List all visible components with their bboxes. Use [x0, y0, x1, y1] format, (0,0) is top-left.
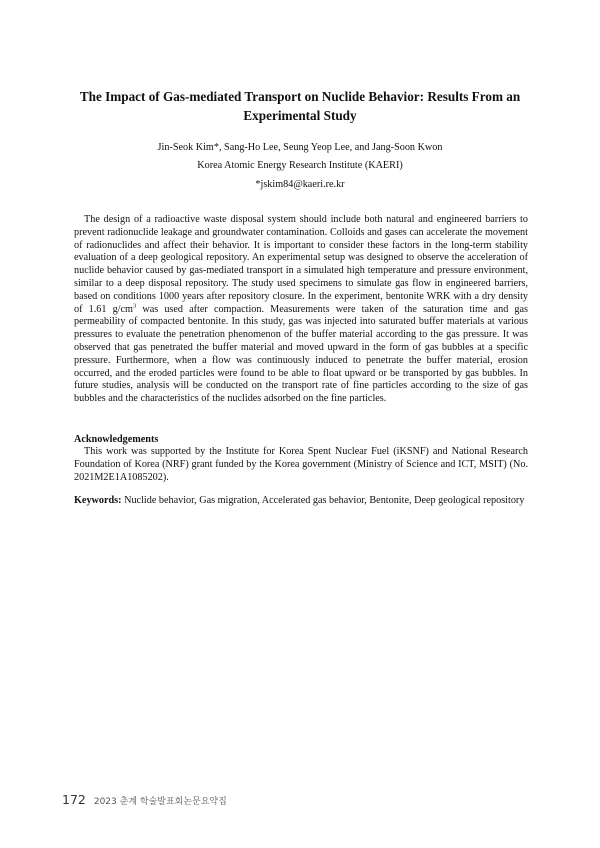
affiliation: Korea Atomic Energy Research Institute (KAERI) — [197, 160, 403, 171]
page-number: 172 — [62, 792, 86, 807]
keywords-text: Nuclide behavior, Gas migration, Accelerated gas behavior, Bentonite, Deep geological repository — [121, 495, 525, 506]
abstract-text-part1: The design of a radioactive waste disposal system should include both natural and engineered barriers to prevent radionuclide leakage and groundwater contamination. Colloids and gases can accelerate the movement of radionuclides and affect their behavior. It is important to consider these factors in the long-term stability evaluation of a deep geological repository. An experimental setup was designed to observe the acceleration of nuclide behavior caused by gas-mediated transport in a simulated high temperature and pressure environment, similar to a deep disposal repository. The study used specimens to simulate gas flow in engineered barriers, based on conditions 1000 years after repository closure. In the experiment, bentonite WRK with a dry density of 1.61 g/cm — [74, 214, 528, 315]
acknowledgements-text: This work was supported by the Institute for Korea Spent Nuclear Fuel (iKSNF) and National Research Foundation of Korea (NRF) grant funded by the Korea government (Ministry of Science and ICT, MSIT) (No. 2021M2E1A1085202). — [74, 446, 528, 483]
acknowledgements-heading: Acknowledgements — [74, 434, 159, 445]
abstract-text-part2: was used after compaction. Measurements were taken of the saturation time and gas permeability of compacted bentonite. In this study, gas was injected into saturated buffer materials at various pressures to evaluate the penetration phenomenon of the buffer material according to the gas pressure. It was observed that gas penetrated the buffer material and moved upward in the form of gas bubbles at a specific pressure. Furthermore, when a flow was continuously induced to penetrate the buffer material, erosion occurred, and the eroded particles were found to be able to float upward or be transported by gas bubbles. In future studies, analysis will be conducted on the transport rate of fine particles according to the size of gas bubbles and the characteristics of the nuclides adsorbed on the fine particles. — [74, 303, 529, 405]
abstract-superscript: 3 — [132, 302, 137, 310]
conference-name: 2023 춘계 학술발표회논문요약집 — [93, 797, 227, 807]
paper-title: The Impact of Gas-mediated Transport on Nuclide Behavior: Results From an Experimental Study — [79, 89, 521, 123]
keywords-label: Keywords: — [74, 495, 122, 506]
abstract-paragraph — [74, 214, 528, 406]
author-list: Jin-Seok Kim*, Sang-Ho Lee, Seung Yeop Lee, and Jang-Soon Kwon — [157, 142, 443, 153]
contact-email: *jskim84@kaeri.re.kr — [255, 179, 345, 190]
keywords-paragraph — [74, 495, 528, 508]
page-footer — [62, 792, 227, 807]
